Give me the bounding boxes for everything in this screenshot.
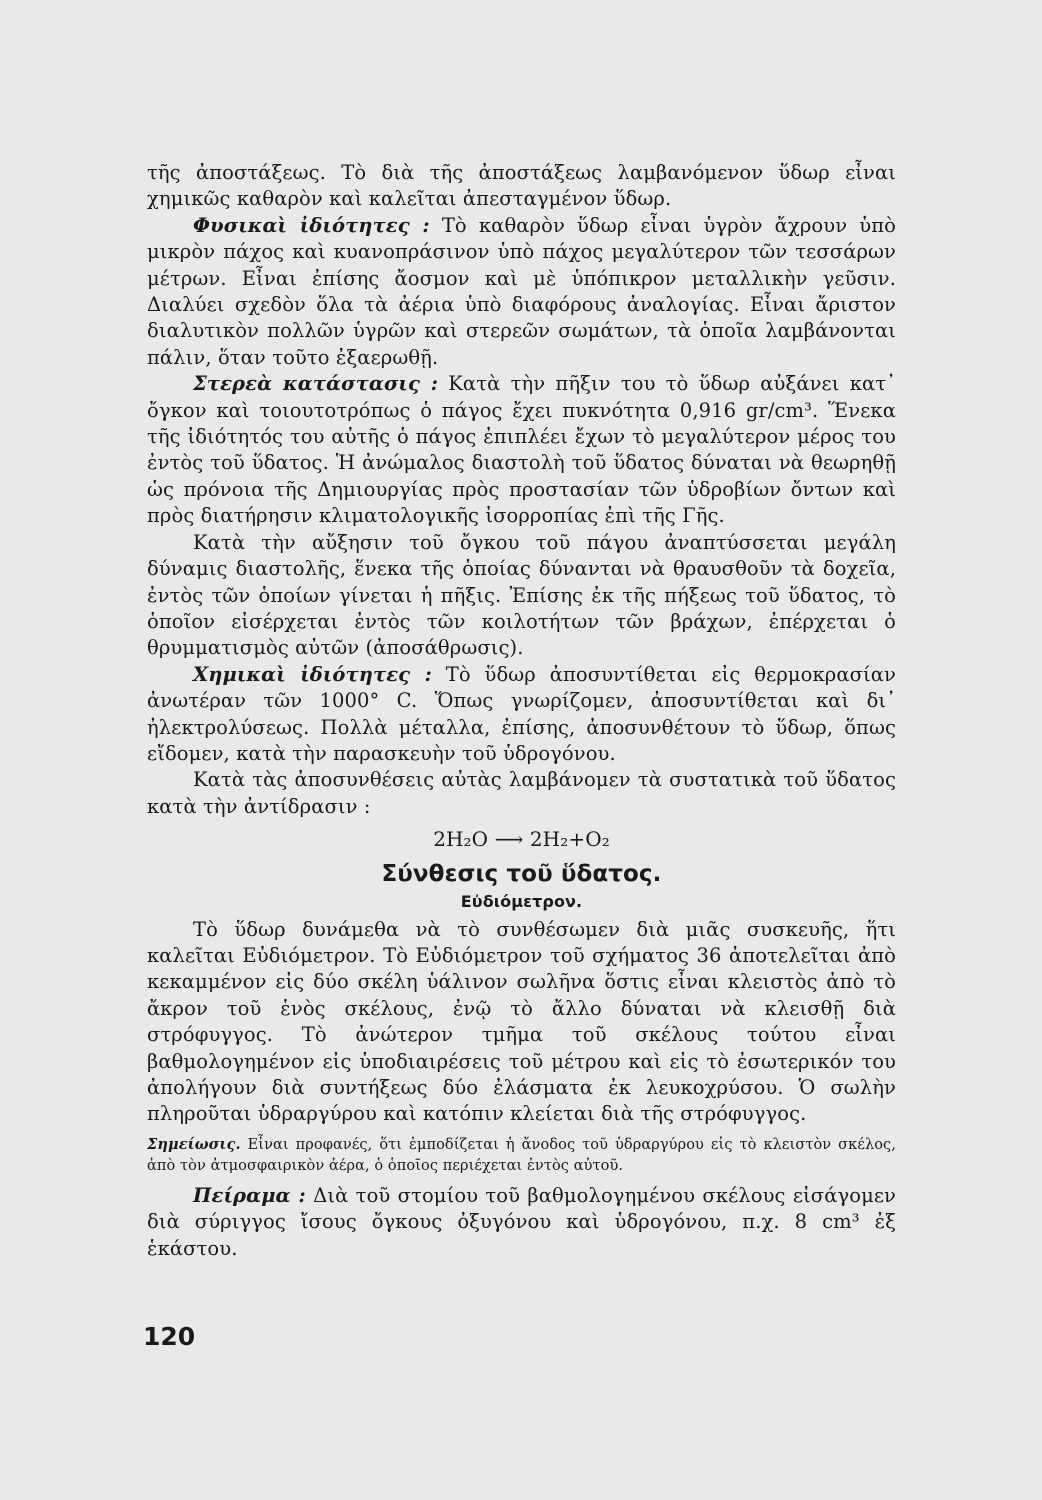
paragraph-ice-expansion (147, 530, 896, 662)
section-term: Πείραμα : (193, 1183, 306, 1207)
chemical-equation: 2H₂O ⟶ 2H₂+O₂ (433, 827, 610, 852)
paragraph-text: τῆς ἀποστάξεως. Τὸ διὰ τῆς ἀποστάξεως λαμβανόμενον ὕδωρ εἶναι χημικῶς καθαρὸν καὶ καλεῖται ἀπεσταγμένον ὕδωρ. (147, 161, 896, 211)
section-subheading: Εὐδιόμετρον. (460, 891, 583, 911)
paragraph-distillation (147, 160, 896, 213)
note-text: Εἶναι προφανές, ὅτι ἐμποδίζεται ἡ ἄνοδος τοῦ ὑδραργύρου εἰς τὸ κλειστὸν σκέλος, ἀπὸ τὸν ἀτμοσφαιρικὸν ἀέρα, ὁ ὁποῖος περιέχεται ἐντὸς αὐτοῦ. (147, 1136, 896, 1174)
paragraph-text: Κατὰ τὴν αὔξησιν τοῦ ὄγκου τοῦ πάγου ἀναπτύσσεται μεγάλη δύναμις διαστολῆς, ἕνεκα τῆς ὁποίας δύνανται νὰ θραυσθοῦν τὰ δοχεῖα, ἐντὸς τῶν ὁποίων γίνεται ἡ πῆξις. Ἐπίσης ἐκ τῆς πήξεως τοῦ ὕδατος, τὸ ὁποῖον εἰσέρχεται ἐντὸς τῶν κοιλοτήτων τῶν βράχων, ἐπέρχεται ὁ θρυμματισμὸς αὐτῶν (ἀποσάθρωσις). (147, 530, 896, 660)
paragraph-decomposition (147, 767, 896, 820)
paragraph-eudiometer (147, 917, 896, 1128)
paragraph-chemical-properties (147, 662, 896, 768)
paragraph-text: Τὸ καθαρὸν ὕδωρ εἶναι ὑγρὸν ἄχρουν ὑπὸ μικρὸν πάχος καὶ κυανοπράσινον ὑπὸ πάχος μεγαλύτερον τῶν τεσσάρων μέτρων. Εἶναι ἐπίσης ἄοσμον καὶ μὲ ὑπόπικρον μεταλλικὴν γεῦσιν. Διαλύει σχεδὸν ὅλα τὰ ἀέρια ὑπὸ διαφόρους ἀναλογίας. Εἶναι ἄριστον διαλυτικὸν πολλῶν ὑγρῶν καὶ στερεῶν σωμάτων, τὰ ὁποῖα λαμβάνονται πάλιν, ὅταν τοῦτο ἐξαερωθῇ. (147, 213, 897, 369)
paragraph-physical-properties (147, 213, 896, 371)
section-term: Χημικαὶ ἰδιότητες : (193, 662, 432, 686)
section-term: Φυσικαὶ ἰδιότητες : (193, 213, 430, 237)
paragraph-text: Κατὰ τὰς ἀποσυνθέσεις αὐτὰς λαμβάνομεν τὰ συστατικὰ τοῦ ὕδατος κατὰ τὴν ἀντίδρασιν : (147, 768, 896, 818)
paragraph-text: Κατὰ τὴν πῆξιν του τὸ ὕδωρ αὐξάνει κατ᾽ ὄγκον καὶ τοιουτοτρόπως ὁ πάγος ἔχει πυκνότητα 0,916 gr/cm³. Ἕνεκα τῆς ἰδιότητός του αὐτῆς ὁ πάγος ἐπιπλέει ἔχων τὸ μεγαλύτερον μέρος του ἐντὸς τοῦ ὕδατος. Ἡ ἀνώμαλος διαστολὴ τοῦ ὕδατος δύναται νὰ θεωρηθῇ ὡς πρόνοια τῆς Δημιουργίας πρὸς προστασίαν τῶν ὑδροβίων ὄντων καὶ πρὸς διατήρησιν κλιματολογικῆς ἰσορροπίας ἐπὶ τῆς Γῆς. (147, 372, 896, 528)
section-term: Στερεὰ κατάστασις : (193, 372, 439, 396)
paragraph-text: Διὰ τοῦ στομίου τοῦ βαθμολογημένου σκέλους εἰσάγομεν διὰ σύριγγος ἴσους ὄγκους ὀξυγόνου καὶ ὑδρογόνου, π.χ. 8 cm³ ἐξ ἑκάστου. (147, 1183, 896, 1260)
page-body (147, 160, 896, 1262)
paragraph-solid-state (147, 371, 896, 529)
page-number: 120 (143, 1322, 196, 1351)
section-heading: Σύνθεσις τοῦ ὕδατος. (381, 860, 662, 887)
paragraph-experiment (147, 1183, 896, 1262)
paragraph-text: Τὸ ὕδωρ ἀποσυντίθεται εἰς θερμοκρασίαν ἀνωτέραν τῶν 1000° C. Ὅπως γνωρίζομεν, ἀποσυντίθεται καὶ δι᾽ ἠλεκτρολύσεως. Πολλὰ μέταλλα, ἐπίσης, ἀποσυνθέτουν τὸ ὕδωρ, ὅπως εἴδομεν, κατὰ τὴν παρασκευὴν τοῦ ὑδρογόνου. (147, 662, 897, 765)
paragraph-text: Τὸ ὕδωρ δυνάμεθα νὰ τὸ συνθέσωμεν διὰ μιᾶς συσκευῆς, ἥτι καλεῖται Εὐδιόμετρον. Τὸ Εὐδιόμετρον τοῦ σχήματος 36 ἀποτελεῖται ἀπὸ κεκαμμένον εἰς δύο σκέλη ὑάλινον σωλῆνα ὅστις εἶναι κλειστὸς ἀπὸ τὸ ἄκρον τοῦ ἑνὸς σκέλους, ἐνῷ τὸ ἄλλο δύναται νὰ κλεισθῇ διὰ στρόφυγγος. Τὸ ἀνώτερον τμῆμα τοῦ σκέλους τούτου εἶναι βαθμολογημένον εἰς ὑποδιαιρέσεις τοῦ μέτρου καὶ εἰς τὸ ἐσωτερικόν του ἀπολήγουν διὰ συντήξεως δύο ἐλάσματα ἐκ λευκοχρύσου. Ὁ σωλὴν πληροῦται ὑδραργύρου καὶ κατόπιν κλείεται διὰ τῆς στρόφυγγος. (147, 917, 896, 1126)
footnote-remark (147, 1134, 896, 1177)
note-term: Σημείωσις. (147, 1135, 241, 1153)
